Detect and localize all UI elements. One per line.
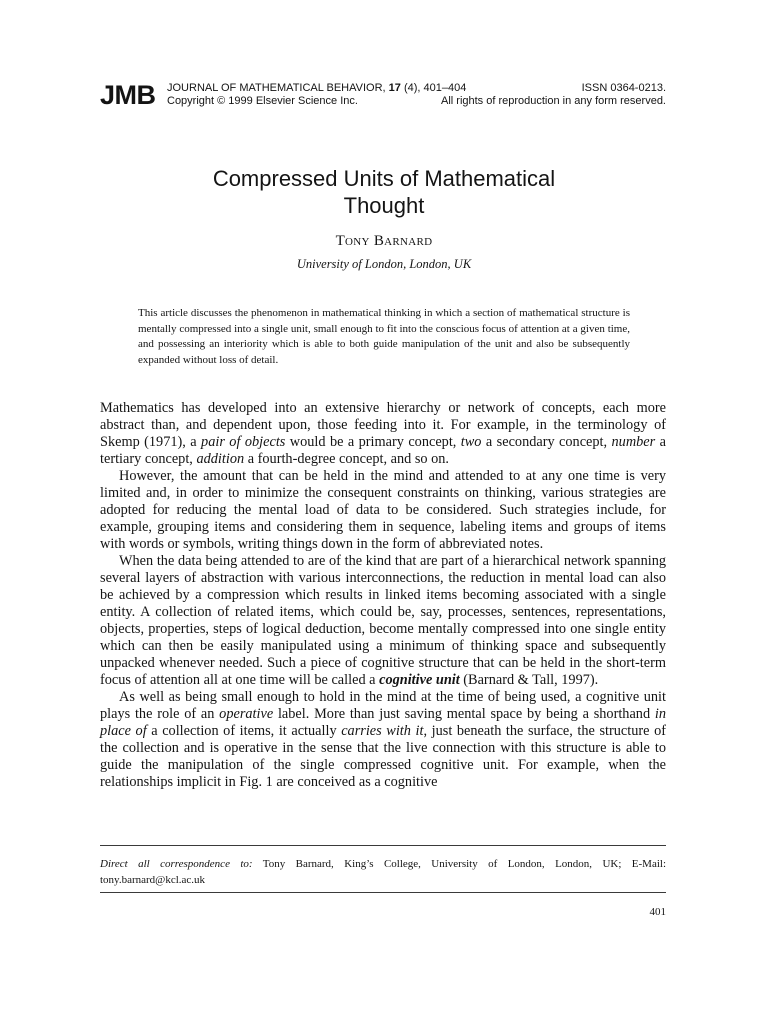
- footnote-text: Tony Barnard, King’s College, University of London, London, UK; E-Mail: tony.barnard@kcl.ac.uk: [100, 858, 666, 886]
- article-author: [100, 233, 668, 250]
- journal-issn: ISSN 0364-0213.: [581, 82, 666, 94]
- text-run: would be a primary concept,: [285, 434, 461, 450]
- journal-citation-line: [167, 82, 666, 95]
- rights-notice: All rights of reproduction in any form reserved.: [441, 95, 666, 107]
- emphasis-text: number: [611, 434, 656, 450]
- body-paragraph-1: [100, 400, 666, 468]
- correspondence-footnote: [100, 856, 666, 888]
- article-title-line2: Thought: [343, 193, 425, 218]
- copyright-line: [167, 95, 666, 108]
- article-abstract: This article discusses the phenomenon in mathematical thinking in which a section of mathematical structure is mentally compressed into a single unit, small enough to fit into the conscious focus of attention at a given time, and possessing an interiority which is able to both guide manipulation of the unit and also be subsequently expanded without loss of detail.: [138, 307, 630, 366]
- body-paragraph-4: [100, 689, 666, 791]
- journal-volume: 17: [388, 82, 401, 94]
- footnote-bottom-divider: [100, 892, 666, 893]
- text-run: When the data being attended to are of the kind that are part of a hierarchical network spanning several layers of abstraction with various interconnections, the reduction in mental load can also be achieved by a compression which results in linked items becoming associated with a single entity. A collection of related items, which could be, say, processes, sentences, representations, objects, properties, steps of logical deduction, become mentally compressed into one single entity which can then be easily manipulated using a minimum of thinking space and subsequently unpacked whenever needed. Such a piece of cognitive structure that can be held in the short-term focus of attention all at one time will be called a: [100, 553, 666, 688]
- text-run: a collection of items, it actually: [146, 723, 342, 739]
- journal-header: [100, 80, 668, 116]
- body-paragraph-2: However, the amount that can be held in the mind and attended to at any one time is very limited and, in order to minimize the consequent constraints on thinking, various strategies are adopted for reducing the mental load of data to be considered. Such strategies include, for example, grouping items and considering them in sequence, labeling items and groups of items with words or symbols, writing things down in the form of abbreviated notes.: [100, 468, 666, 552]
- page-number: 401: [649, 906, 666, 918]
- copyright-notice: Copyright © 1999 Elsevier Science Inc.: [167, 95, 358, 107]
- journal-issue-pages: (4), 401–404: [403, 82, 467, 94]
- footnote-divider: [100, 845, 666, 846]
- footnote-label: Direct all correspondence to:: [100, 858, 253, 870]
- author-name: Tony Barnard: [335, 233, 433, 249]
- text-run: a secondary concept,: [481, 434, 612, 450]
- text-run: (Barnard & Tall, 1997).: [459, 672, 599, 688]
- text-run: Mathematics has developed into an extensive hierarchy or network of concepts, each more abstract than, and dependent upon, those feeding into it. For example, in the terminology of Skemp (1971), a: [100, 400, 666, 450]
- journal-logo: JMB: [100, 80, 156, 110]
- emphasis-text: two: [460, 434, 482, 450]
- author-affiliation: University of London, London, UK: [296, 257, 472, 271]
- text-run: label. More than just saving mental space by being a shorthand: [273, 706, 655, 722]
- journal-name: JOURNAL OF MATHEMATICAL BEHAVIOR,: [167, 82, 386, 94]
- text-run: , just beneath the surface, the structure of the collection and is operative in the sense that the live connection with this structure is able to guide the manipulation of the single compressed cognitive unit. For example, when the relationships implicit in Fig. 1 are conceived as a cognitive: [100, 723, 667, 790]
- key-term: cognitive unit: [379, 672, 460, 688]
- emphasis-text: pair of objects: [201, 434, 286, 450]
- text-run: a tertiary concept,: [100, 434, 666, 467]
- emphasis-text: operative: [219, 706, 274, 722]
- article-body: [100, 400, 666, 791]
- text-run: a fourth-degree concept, and so on.: [244, 451, 449, 467]
- emphasis-text: addition: [196, 451, 245, 467]
- emphasis-text: carries with it: [341, 723, 424, 739]
- text-run: As well as being small enough to hold in the mind at the time of being used, a cognitive unit plays the role of an: [100, 689, 666, 722]
- body-paragraph-3: [100, 553, 666, 689]
- emphasis-text: in place of: [100, 706, 666, 739]
- article-title-line1: Compressed Units of Mathematical: [212, 166, 556, 191]
- article-title: [100, 165, 668, 219]
